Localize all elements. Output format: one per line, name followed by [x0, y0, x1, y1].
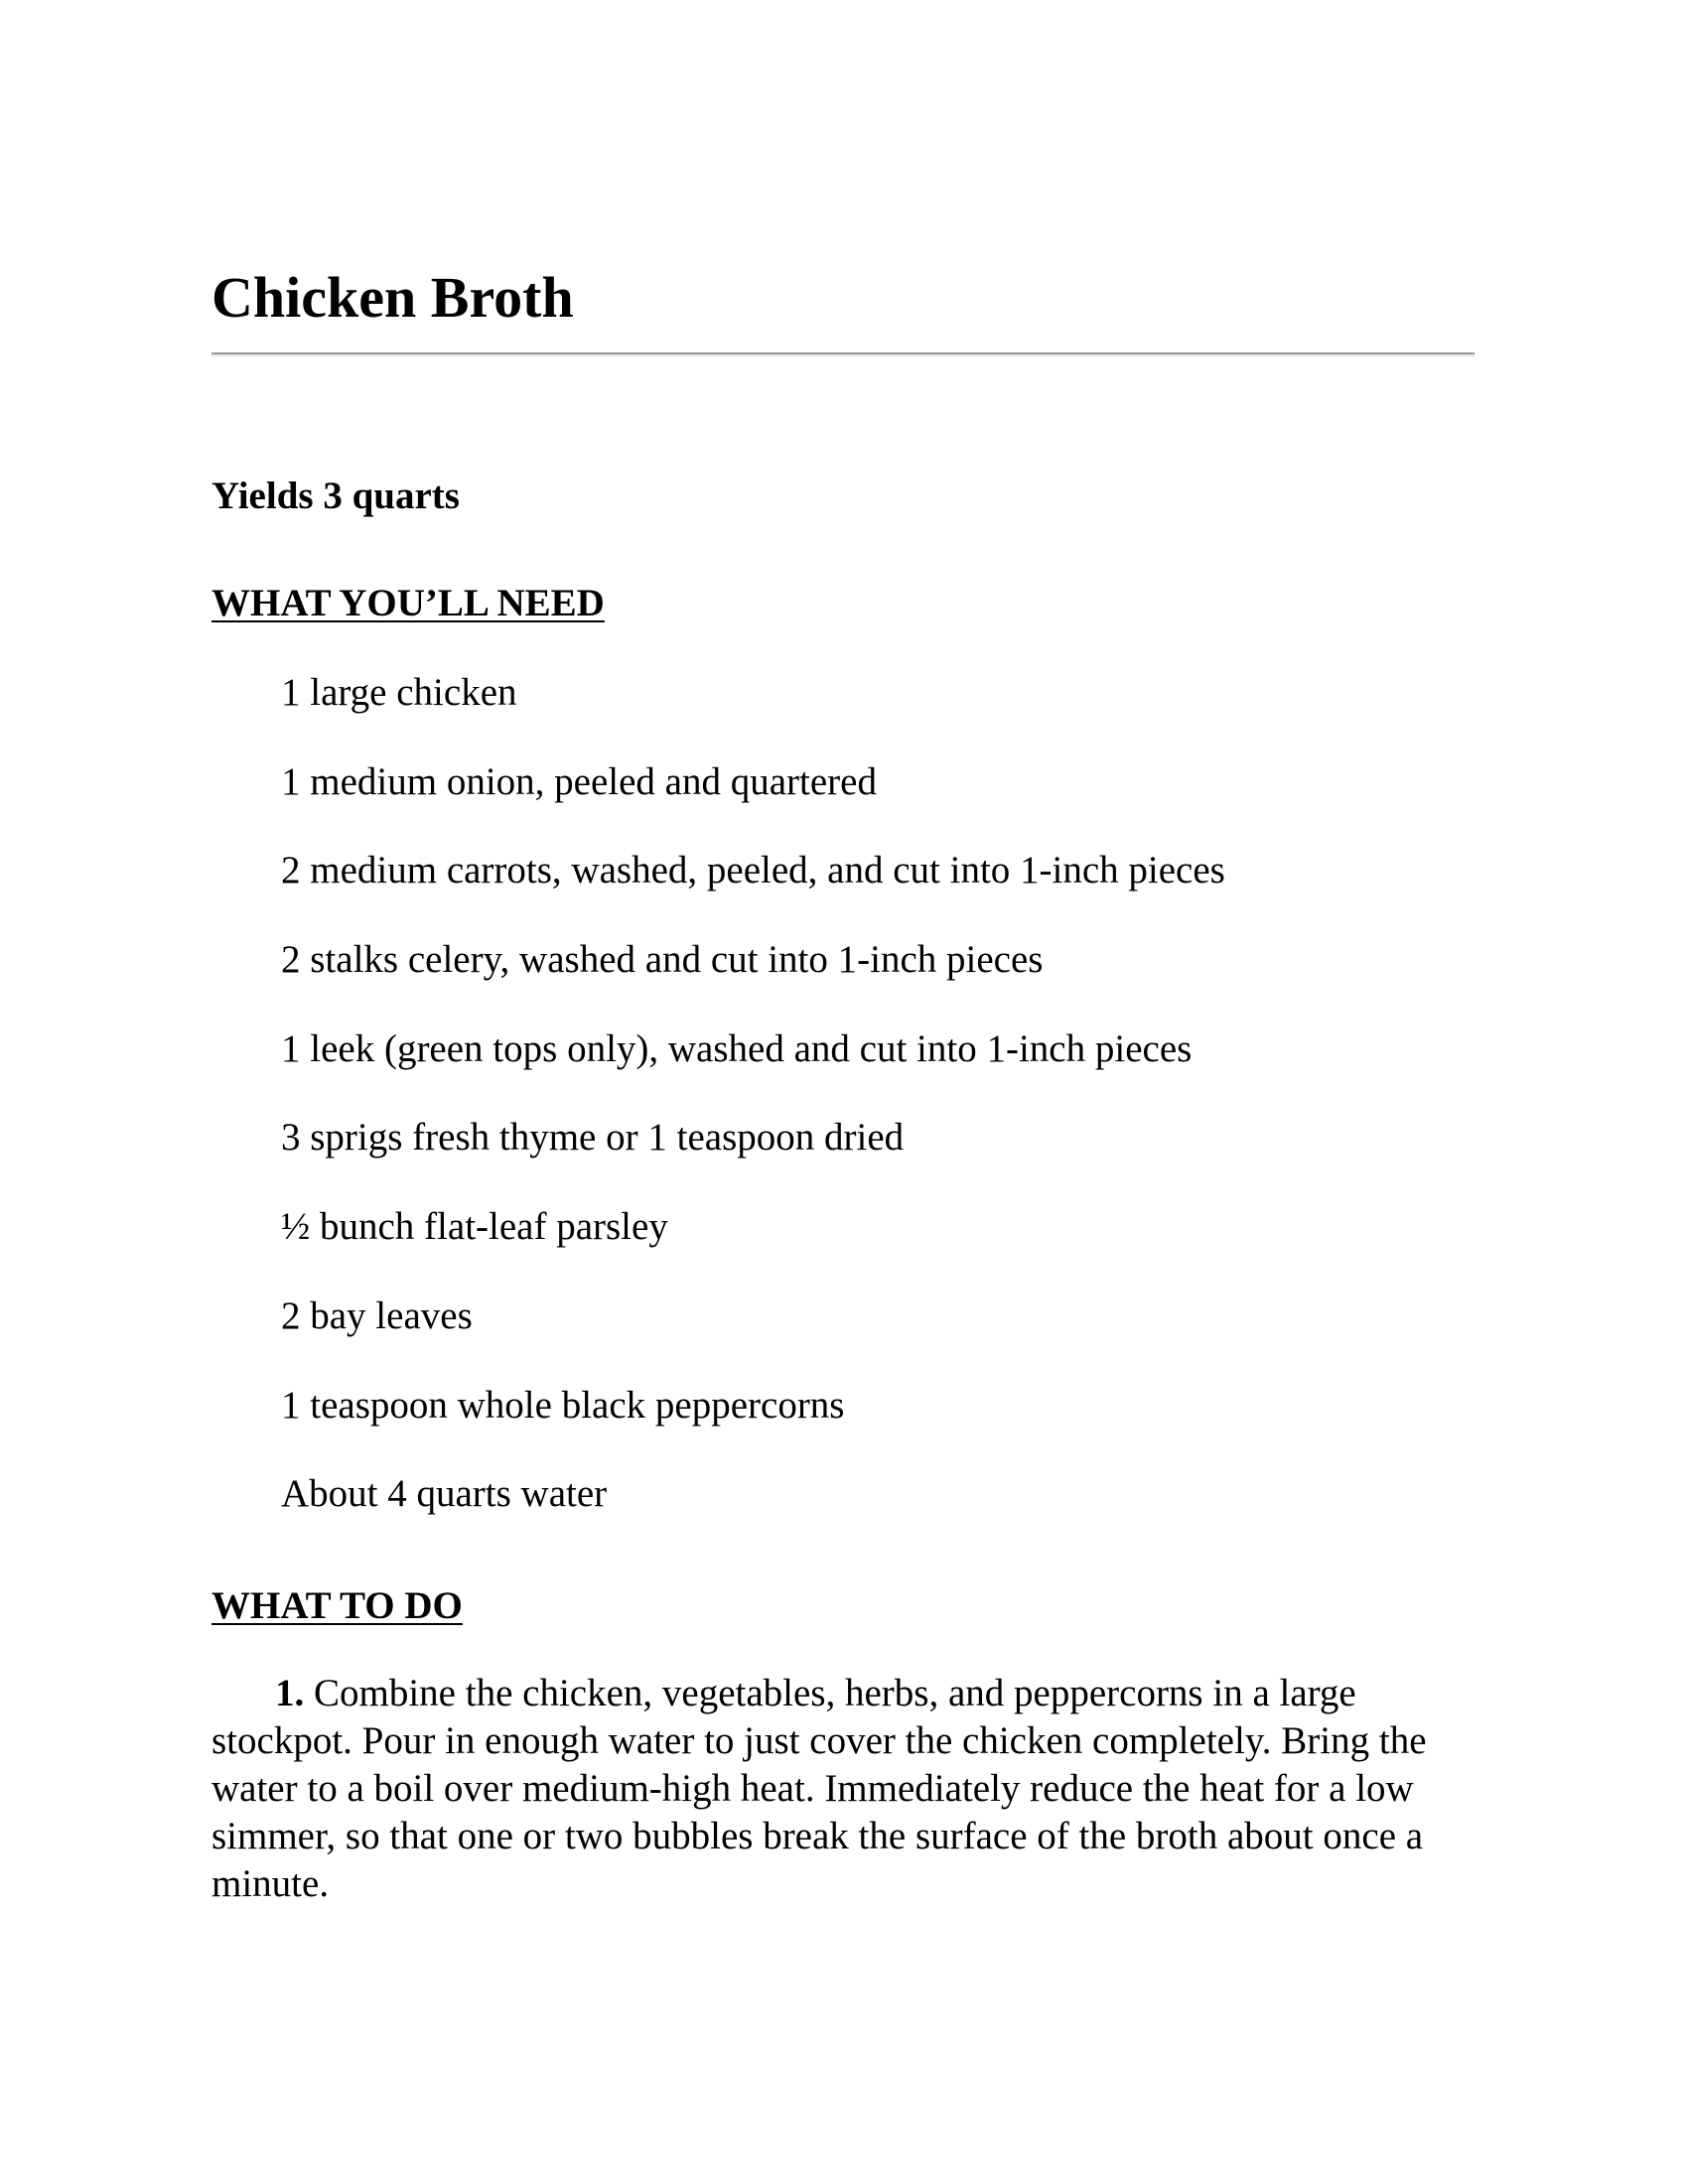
ingredient-item: 1 medium onion, peeled and quartered — [281, 759, 877, 803]
ingredient-item: 1 teaspoon whole black peppercorns — [281, 1383, 845, 1427]
ingredient-item: ½ bunch flat-leaf parsley — [281, 1205, 668, 1249]
ingredients-heading: WHAT YOU’LL NEED — [211, 582, 605, 624]
directions-steps — [211, 1670, 1475, 1908]
ingredient-item: 2 stalks celery, washed and cut into 1-inch pieces — [281, 938, 1044, 982]
ingredient-item: 2 medium carrots, washed, peeled, and cut into 1-inch pieces — [281, 849, 1225, 892]
step-number: 1. — [275, 1672, 305, 1714]
ingredient-item: 2 bay leaves — [281, 1294, 473, 1337]
directions-heading: WHAT TO DO — [211, 1584, 463, 1627]
step-text: Combine the chicken, vegetables, herbs, and peppercorns in a large stockpot. Pour in enough water to just cover the chicken completely. Bring the water to a boil over medium-high heat. Immediately reduce the heat for a low simmer, so that one or two bubbles break the surface of the broth about once a minute. — [211, 1672, 1427, 1905]
ingredient-item: 3 sprigs fresh thyme or 1 teaspoon dried — [281, 1116, 905, 1160]
ingredient-item: 1 leek (green tops only), washed and cut into 1-inch pieces — [281, 1026, 1193, 1070]
ingredient-item: About 4 quarts water — [281, 1472, 608, 1516]
recipe-yield: Yields 3 quarts — [211, 475, 460, 517]
recipe-title: Chicken Broth — [211, 265, 574, 330]
ingredient-item: 1 large chicken — [281, 671, 517, 714]
direction-step — [211, 1670, 1475, 1908]
title-divider — [211, 352, 1475, 356]
ingredients-list — [281, 667, 1225, 1558]
